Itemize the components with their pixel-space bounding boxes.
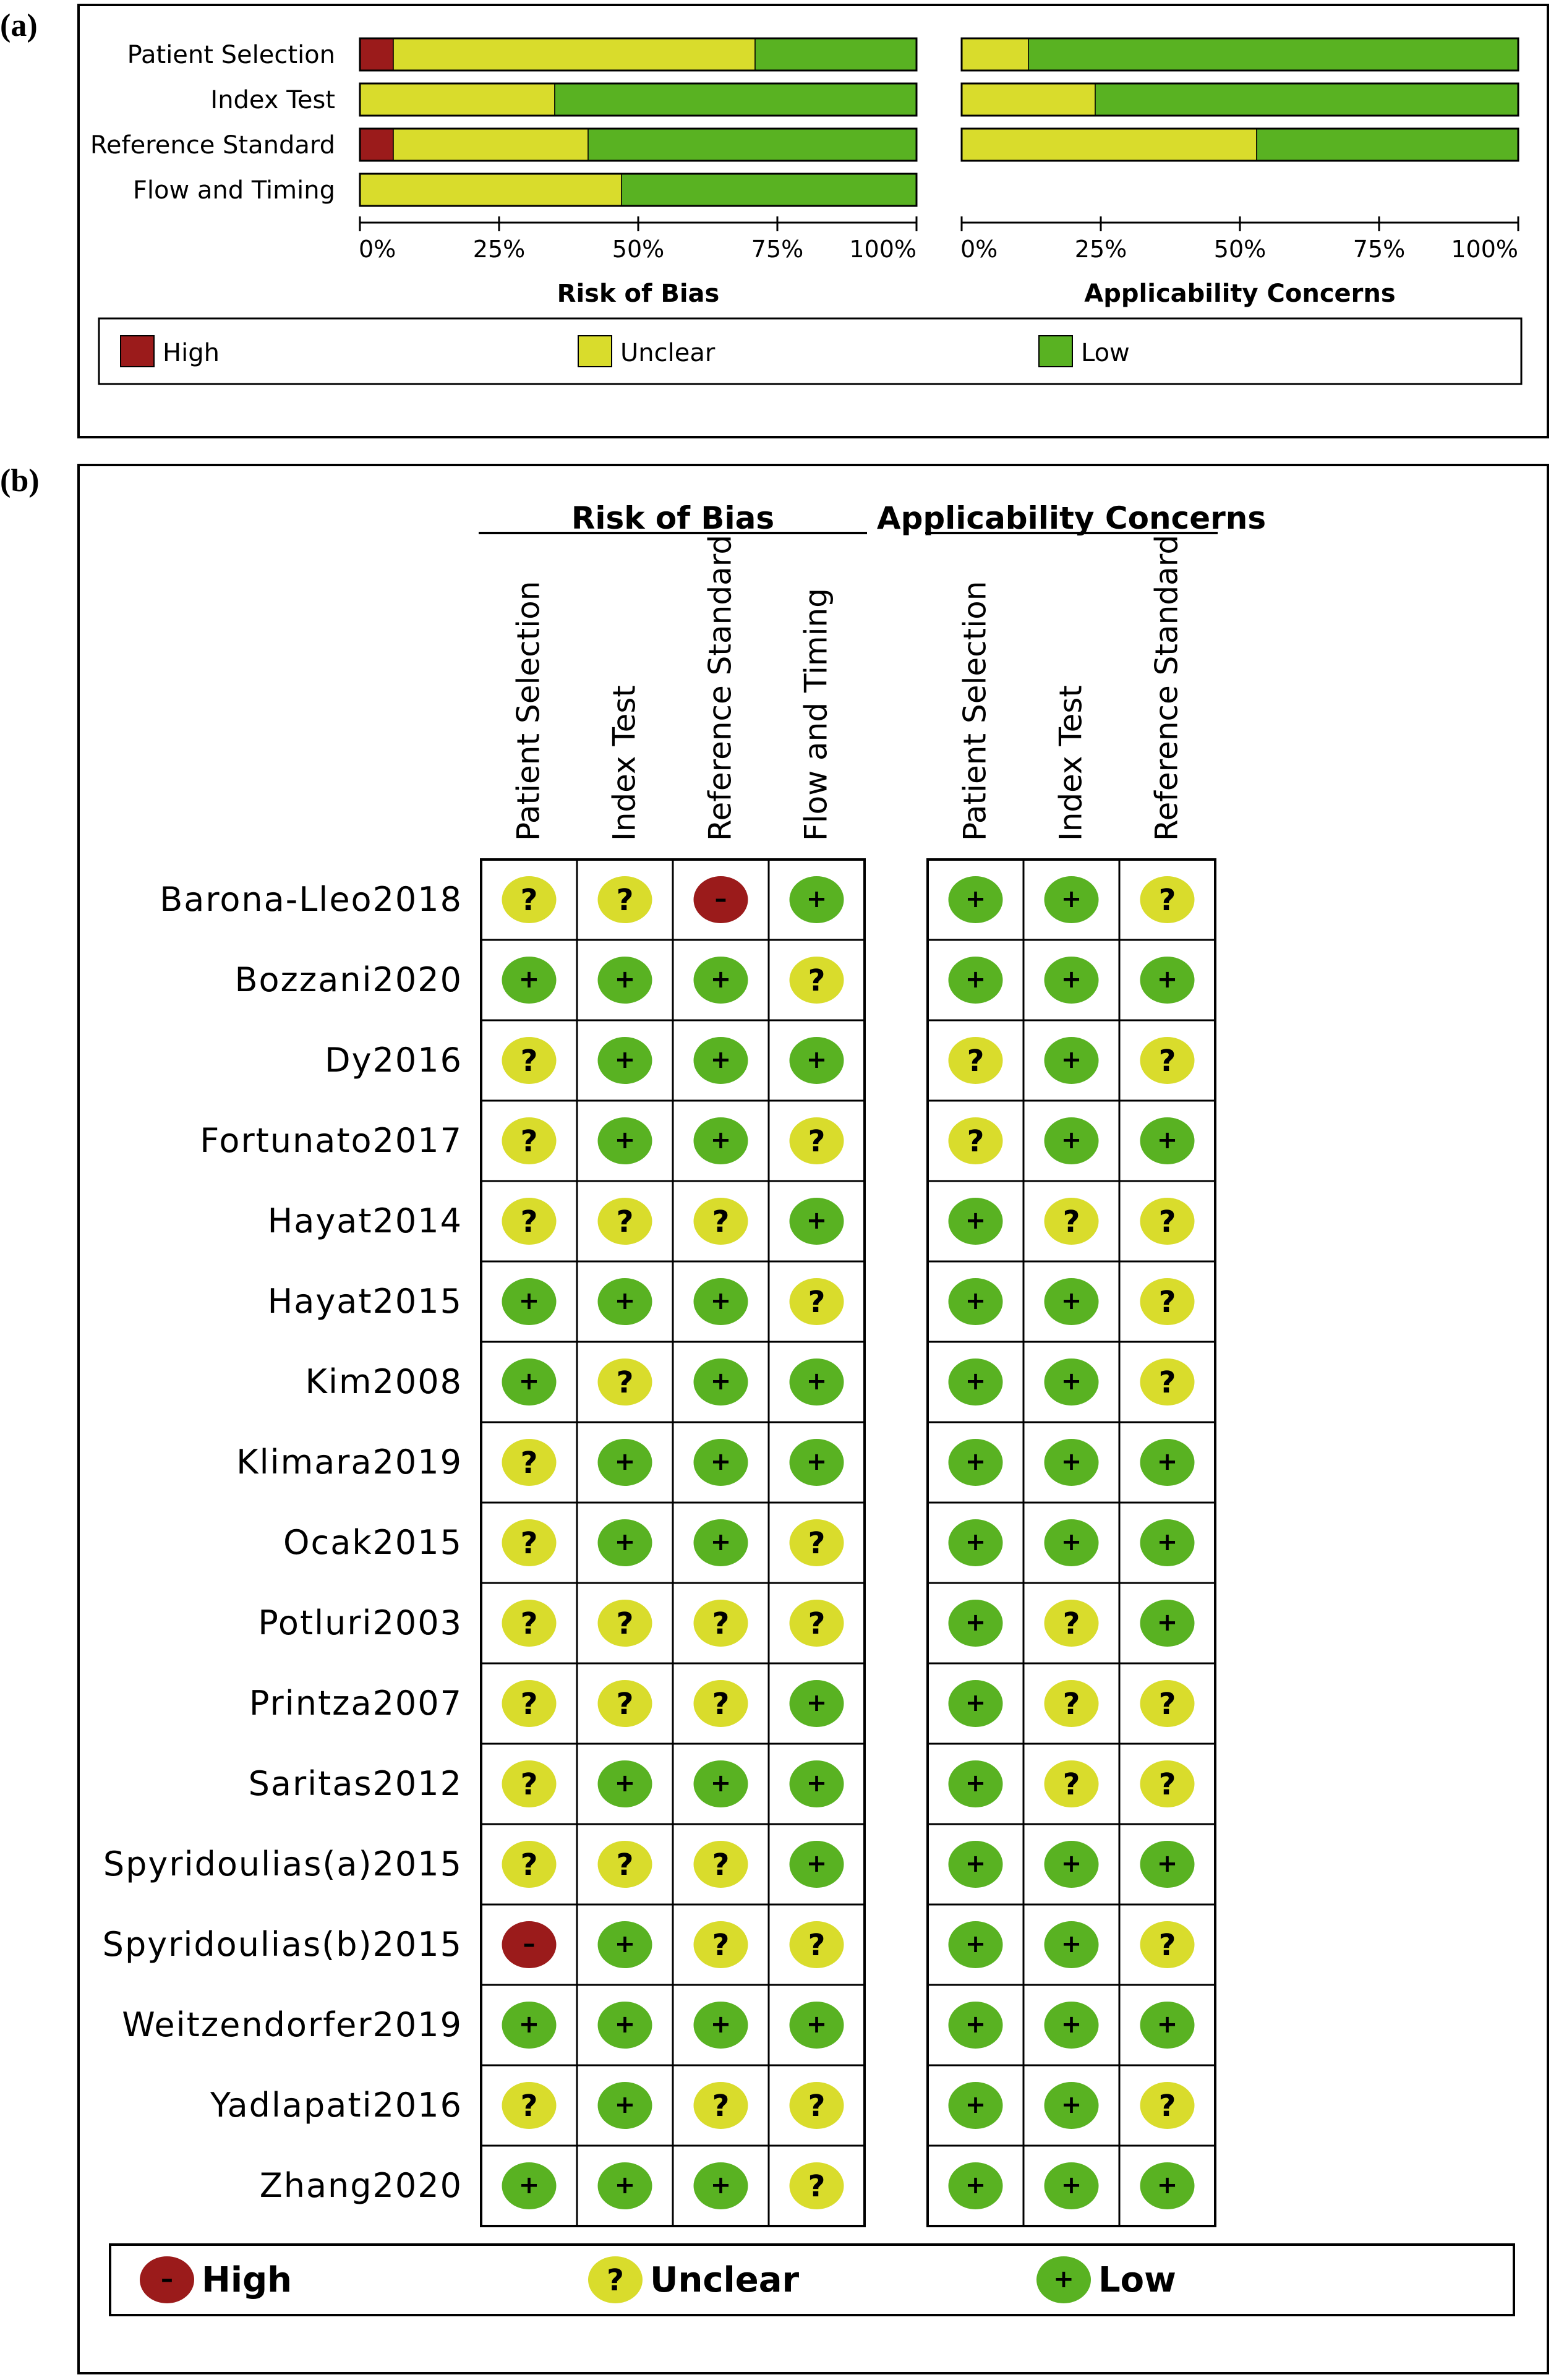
judgement-symbol-low: + [518, 965, 540, 994]
judgement-symbol-low: + [806, 1769, 827, 1798]
judgement-symbol-low: + [806, 2010, 827, 2039]
judgement-symbol-unclear: ? [808, 1526, 826, 1561]
judgement-symbol-low: + [965, 1608, 986, 1637]
judgement-symbol-low: + [1061, 885, 1082, 913]
judgement-symbol-unclear: ? [520, 1205, 538, 1239]
study-label-ocak2015: Ocak2015 [283, 1523, 463, 1562]
legend-label-high: High [163, 339, 220, 367]
bar-applicability-concerns-patient-selection-unclear [962, 38, 1028, 70]
x-tick-label-risk-of-bias-3: 75% [751, 236, 804, 263]
column-header-applicability-concerns-index-test: Index Test [1053, 685, 1089, 841]
judgement-symbol-unclear: ? [1062, 1767, 1080, 1802]
bar-risk-of-bias-reference-standard-unclear [393, 129, 588, 161]
judgement-symbol-low: + [614, 1046, 636, 1074]
judgement-symbol-unclear: ? [520, 1687, 538, 1721]
judgement-symbol-low: + [518, 2010, 540, 2039]
judgement-symbol-low: + [518, 1367, 540, 1396]
judgement-symbol-unclear: ? [1062, 1205, 1080, 1239]
judgement-symbol-low: + [965, 1689, 986, 1717]
legend-text-low: Low [1098, 2260, 1176, 2300]
judgement-symbol-unclear: ? [967, 1044, 985, 1078]
judgement-symbol-low: + [1156, 2010, 1178, 2039]
judgement-symbol-low: + [614, 1287, 636, 1315]
judgement-symbol-unclear: ? [808, 963, 826, 998]
judgement-symbol-low: + [965, 965, 986, 994]
judgement-symbol-low: + [965, 1849, 986, 1878]
judgement-symbol-low: + [710, 965, 732, 994]
judgement-symbol-unclear: ? [967, 1124, 985, 1159]
study-label-hayat2015: Hayat2015 [267, 1282, 463, 1321]
judgement-symbol-low: + [806, 885, 827, 913]
judgement-symbol-low: + [1061, 1448, 1082, 1476]
judgement-symbol-unclear: ? [712, 1848, 730, 1882]
judgement-symbol-low: + [614, 1769, 636, 1798]
judgement-symbol-low: + [710, 1367, 732, 1396]
bar-risk-of-bias-patient-selection-low [755, 38, 916, 70]
judgement-symbol-unclear: ? [616, 1687, 634, 1721]
bar-risk-of-bias-flow-and-timing-low [622, 174, 916, 206]
judgement-symbol-unclear: ? [520, 1848, 538, 1882]
group-title-risk-of-bias: Risk of Bias [571, 500, 775, 536]
judgement-symbol-low: + [710, 1126, 732, 1154]
judgement-symbol-low: + [965, 885, 986, 913]
judgement-symbol-unclear: ? [1158, 1687, 1176, 1721]
legend-label-low: Low [1081, 339, 1130, 367]
judgement-symbol-unclear: ? [616, 1205, 634, 1239]
judgement-symbol-unclear: ? [1158, 1285, 1176, 1320]
study-label-dy2016: Dy2016 [325, 1041, 463, 1080]
judgement-symbol-unclear: ? [808, 1928, 826, 1963]
judgement-symbol-low: + [1156, 1608, 1178, 1637]
judgement-symbol-low: + [1156, 1448, 1178, 1476]
judgement-symbol-unclear: ? [808, 2169, 826, 2204]
legend-text-high: High [202, 2260, 293, 2300]
x-tick-label-applicability-concerns-2: 50% [1213, 236, 1267, 263]
judgement-symbol-low: + [965, 1287, 986, 1315]
judgement-symbol-unclear: ? [712, 1687, 730, 1721]
judgement-symbol-low: + [1061, 965, 1082, 994]
judgement-symbol-low: + [965, 1206, 986, 1235]
bar-applicability-concerns-index-test-low [1095, 83, 1518, 116]
judgement-symbol-low: + [1061, 1126, 1082, 1154]
judgement-symbol-low: + [1061, 2091, 1082, 2119]
judgement-symbol-low: + [614, 2091, 636, 2119]
judgement-symbol-unclear: ? [1158, 1044, 1176, 1078]
judgement-symbol-unclear: ? [616, 1365, 634, 1400]
judgement-symbol-low: + [965, 2171, 986, 2199]
study-label-klimara2019: Klimara2019 [236, 1443, 463, 1482]
x-tick-label-risk-of-bias-1: 25% [472, 236, 526, 263]
judgement-symbol-unclear: ? [616, 1606, 634, 1641]
bar-risk-of-bias-flow-and-timing-unclear [360, 174, 622, 206]
legend-box-b [110, 2245, 1514, 2315]
judgement-symbol-unclear: ? [808, 2089, 826, 2123]
judgement-symbol-low: + [965, 1448, 986, 1476]
judgement-symbol-unclear: ? [808, 1124, 826, 1159]
x-tick-label-applicability-concerns-0: 0% [960, 236, 998, 263]
judgement-symbol-low: + [965, 1930, 986, 1958]
axis-title-applicability-concerns: Applicability Concerns [1084, 279, 1396, 308]
x-tick-label-risk-of-bias-0: 0% [359, 236, 396, 263]
study-label-printza2007: Printza2007 [249, 1684, 463, 1723]
axis-title-risk-of-bias: Risk of Bias [557, 279, 720, 308]
study-label-fortunato2017: Fortunato2017 [200, 1121, 463, 1160]
judgement-symbol-unclear: ? [520, 1446, 538, 1480]
category-label-flow-and-timing: Flow and Timing [132, 176, 335, 205]
judgement-symbol-low: + [965, 1528, 986, 1556]
judgement-symbol-unclear: ? [1158, 2089, 1176, 2123]
judgement-symbol-low: + [614, 1528, 636, 1556]
judgement-symbol-low: + [710, 2171, 732, 2199]
judgement-symbol-low: + [806, 1448, 827, 1476]
judgement-symbol-high: – [523, 1930, 536, 1958]
judgement-symbol-unclear: ? [712, 1928, 730, 1963]
judgement-symbol-unclear: ? [1062, 1687, 1080, 1721]
legend-box-a [99, 318, 1521, 384]
category-label-index-test: Index Test [210, 86, 335, 114]
study-label-hayat2014: Hayat2014 [267, 1201, 463, 1240]
judgement-symbol-low: + [614, 1930, 636, 1958]
judgement-symbol-unclear: ? [1158, 1928, 1176, 1963]
column-header-risk-of-bias-patient-selection: Patient Selection [510, 581, 547, 841]
judgement-symbol-low: + [518, 1287, 540, 1315]
judgement-symbol-unclear: ? [1158, 1767, 1176, 1802]
judgement-symbol-low: + [965, 2010, 986, 2039]
judgement-symbol-low: + [1061, 1849, 1082, 1878]
column-header-applicability-concerns-patient-selection: Patient Selection [957, 581, 993, 841]
category-label-patient-selection: Patient Selection [127, 41, 335, 69]
study-label-zhang2020: Zhang2020 [259, 2166, 463, 2205]
judgement-symbol-unclear: ? [520, 1606, 538, 1641]
bar-risk-of-bias-reference-standard-low [588, 129, 916, 161]
judgement-symbol-low: + [1061, 1930, 1082, 1958]
judgement-symbol-low: + [1156, 1126, 1178, 1154]
judgement-symbol-unclear: ? [808, 1285, 826, 1320]
judgement-symbol-unclear: ? [1158, 1365, 1176, 1400]
judgement-symbol-unclear: ? [808, 1606, 826, 1641]
judgement-symbol-unclear: ? [1158, 1205, 1176, 1239]
legend-swatch-unclear [578, 336, 612, 367]
judgement-symbol-unclear: ? [520, 2089, 538, 2123]
study-label-weitzendorfer2019: Weitzendorfer2019 [122, 2005, 463, 2044]
study-label-saritas2012: Saritas2012 [248, 1764, 463, 1803]
judgement-symbol-low: + [806, 1206, 827, 1235]
judgement-symbol-unclear: ? [616, 1848, 634, 1882]
judgement-symbol-low: + [965, 1769, 986, 1798]
panel-b-label: (b) [0, 463, 40, 498]
judgement-symbol-unclear: ? [712, 1205, 730, 1239]
column-header-risk-of-bias-flow-and-timing: Flow and Timing [798, 588, 834, 841]
study-label-potluri2003: Potluri2003 [258, 1603, 463, 1642]
column-header-applicability-concerns-reference-standard: Reference Standard [1148, 534, 1185, 841]
bar-risk-of-bias-reference-standard-high [360, 129, 393, 161]
judgement-symbol-unclear: ? [520, 1767, 538, 1802]
study-label-barona-lleo2018: Barona-Lleo2018 [160, 880, 463, 919]
x-tick-label-risk-of-bias-4: 100% [849, 236, 916, 263]
judgement-symbol-unclear: ? [1062, 1606, 1080, 1641]
judgement-symbol-low: + [806, 1046, 827, 1074]
bar-applicability-concerns-index-test-unclear [962, 83, 1095, 116]
judgement-symbol-low: + [1156, 1528, 1178, 1556]
column-header-risk-of-bias-index-test: Index Test [606, 685, 643, 841]
panel-a-label: (a) [0, 8, 38, 43]
legend-swatch-high [121, 336, 154, 367]
judgement-symbol-low: + [1061, 2010, 1082, 2039]
judgement-symbol-low: + [614, 2171, 636, 2199]
judgement-symbol-low: + [614, 1448, 636, 1476]
judgement-symbol-low: + [518, 2171, 540, 2199]
judgement-symbol-low: + [614, 1126, 636, 1154]
category-label-reference-standard: Reference Standard [90, 131, 335, 160]
bar-risk-of-bias-index-test-unclear [360, 83, 555, 116]
x-tick-label-applicability-concerns-4: 100% [1451, 236, 1518, 263]
bar-risk-of-bias-index-test-low [555, 83, 916, 116]
judgement-symbol-low: + [710, 1769, 732, 1798]
bar-applicability-concerns-reference-standard-unclear [962, 129, 1257, 161]
legend-symbol-low: + [1053, 2265, 1074, 2293]
x-tick-label-risk-of-bias-2: 50% [612, 236, 665, 263]
judgement-symbol-low: + [710, 1046, 732, 1074]
x-tick-label-applicability-concerns-1: 25% [1074, 236, 1127, 263]
study-label-yadlapati2016: Yadlapati2016 [210, 2086, 463, 2125]
judgement-symbol-high: – [714, 885, 727, 913]
legend-swatch-low [1039, 336, 1072, 367]
judgement-symbol-low: + [806, 1849, 827, 1878]
judgement-symbol-unclear: ? [520, 1526, 538, 1561]
judgement-symbol-low: + [965, 1367, 986, 1396]
judgement-symbol-unclear: ? [520, 1044, 538, 1078]
judgement-symbol-low: + [1061, 1367, 1082, 1396]
bar-risk-of-bias-patient-selection-high [360, 38, 393, 70]
judgement-symbol-unclear: ? [712, 2089, 730, 2123]
risk-of-bias-summary-chart [0, 0, 1551, 445]
judgement-symbol-unclear: ? [520, 1124, 538, 1159]
judgement-symbol-low: + [1156, 965, 1178, 994]
judgement-symbol-low: + [710, 1287, 732, 1315]
judgement-symbol-low: + [710, 2010, 732, 2039]
x-tick-label-applicability-concerns-3: 75% [1352, 236, 1406, 263]
group-title-applicability-concerns: Applicability Concerns [876, 500, 1267, 536]
judgement-symbol-unclear: ? [520, 883, 538, 918]
judgement-symbol-low: + [614, 2010, 636, 2039]
study-label-spyridoulias-b-2015: Spyridoulias(b)2015 [102, 1925, 463, 1964]
judgement-symbol-low: + [806, 1367, 827, 1396]
study-label-spyridoulias-a-2015: Spyridoulias(a)2015 [103, 1845, 463, 1883]
bar-applicability-concerns-reference-standard-low [1257, 129, 1518, 161]
legend-symbol-unclear: ? [607, 2263, 624, 2298]
study-label-kim2008: Kim2008 [305, 1362, 463, 1401]
judgement-symbol-low: + [1061, 1287, 1082, 1315]
column-header-risk-of-bias-reference-standard: Reference Standard [702, 534, 738, 841]
judgement-symbol-low: + [1156, 1849, 1178, 1878]
bar-risk-of-bias-patient-selection-unclear [393, 38, 755, 70]
judgement-symbol-low: + [965, 2091, 986, 2119]
bar-applicability-concerns-patient-selection-low [1028, 38, 1518, 70]
risk-of-bias-traffic-light-table [0, 445, 1551, 2380]
legend-text-unclear: Unclear [650, 2260, 800, 2300]
judgement-symbol-low: + [806, 1689, 827, 1717]
judgement-symbol-low: + [614, 965, 636, 994]
judgement-symbol-unclear: ? [616, 883, 634, 918]
judgement-symbol-unclear: ? [712, 1606, 730, 1641]
legend-symbol-high: – [161, 2265, 173, 2293]
judgement-symbol-unclear: ? [1158, 883, 1176, 918]
legend-label-unclear: Unclear [620, 339, 716, 367]
judgement-symbol-low: + [1156, 2171, 1178, 2199]
judgement-symbol-low: + [1061, 1528, 1082, 1556]
judgement-symbol-low: + [1061, 2171, 1082, 2199]
judgement-symbol-low: + [1061, 1046, 1082, 1074]
judgement-symbol-low: + [710, 1448, 732, 1476]
study-label-bozzani2020: Bozzani2020 [234, 960, 463, 999]
judgement-symbol-low: + [710, 1528, 732, 1556]
